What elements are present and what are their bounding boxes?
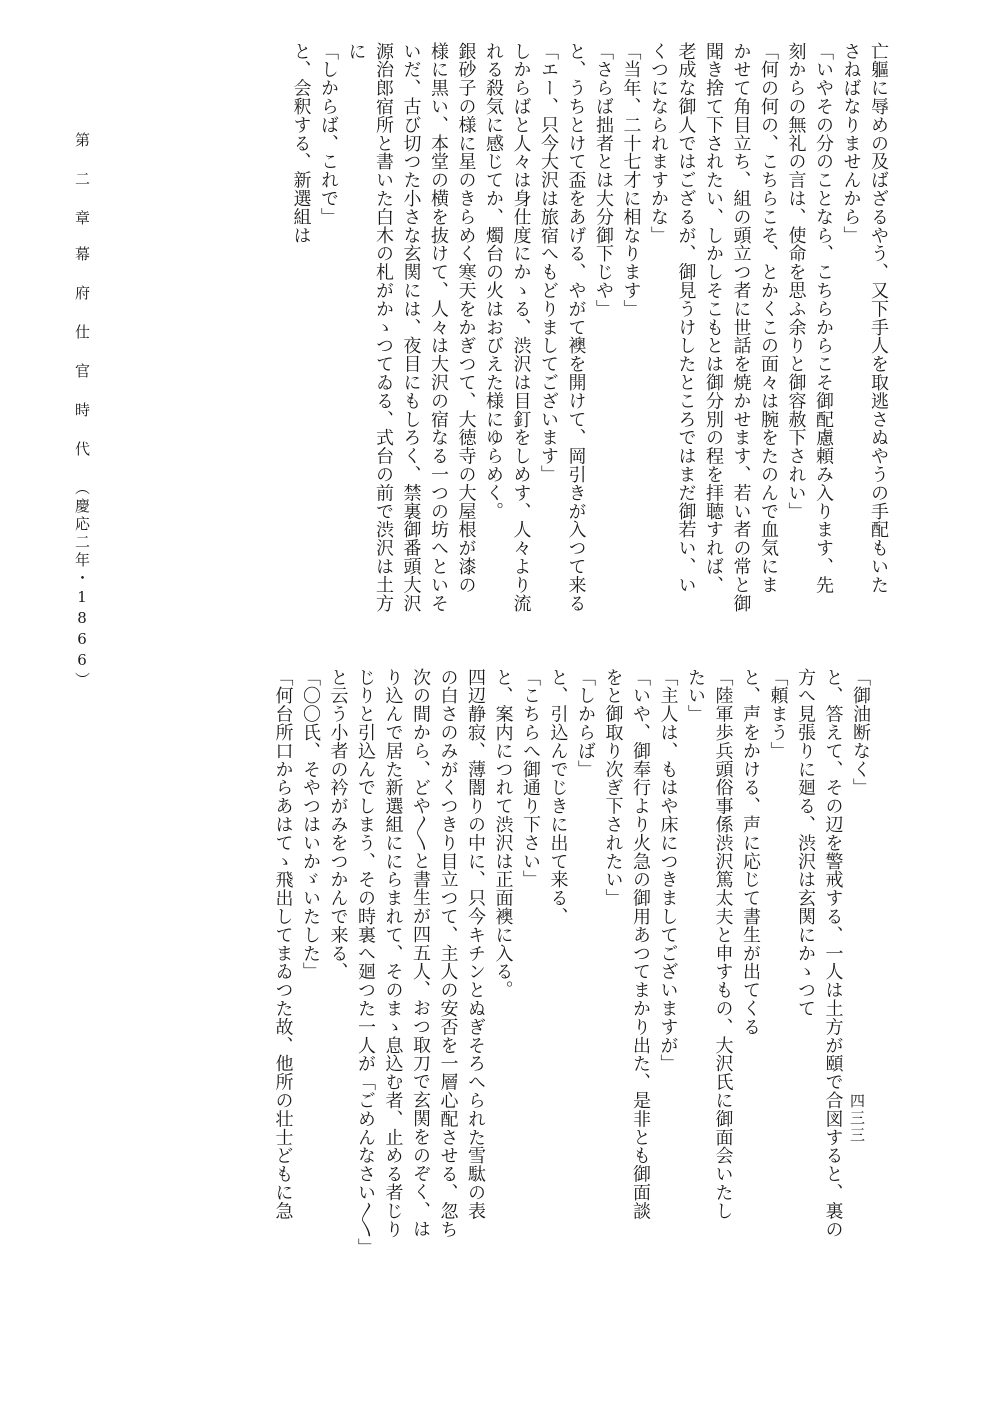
text-line: 「何台所口からあはてゝ飛出してまゐつた故、他所の壮士どもに急 bbox=[272, 668, 294, 1220]
text-line: 「エー、只今大沢は旅宿へもどりましてございます」 bbox=[538, 42, 559, 484]
text-line: 刻からの無礼の言は、使命を思ふ余りと御容赦下されい」 bbox=[785, 42, 807, 521]
text-line: 源治郎宿所と書いた白木の札がかゝつてゐる、式台の前で渋沢は土方 bbox=[373, 42, 394, 613]
text-line: 「主人は、もはや床につきましてございますが」 bbox=[657, 668, 679, 1073]
text-line: 「しからば」 bbox=[575, 668, 596, 779]
text-line: いだ、古び切つた小さな玄関には、夜目にもしろく、禁裏御番頭大沢 bbox=[400, 42, 422, 613]
text-line: と云う小者の衿がみをつかんで来る、 bbox=[327, 668, 349, 981]
text-line: くつになられますかな」 bbox=[648, 42, 669, 245]
text-line: 次の間から、どや〳〵と書生が四五人、おつ取刀で玄関をのぞく、は bbox=[410, 668, 431, 1238]
text-line: 「さらば拙者とは大分御下じや」 bbox=[593, 42, 614, 318]
text-line: 四辺静寂、薄闇りの中に、只今キチンとぬぎそろへられた雪駄の表 bbox=[465, 668, 486, 1220]
text-line: と、答えて、その辺を警戒する、一人は土方が頤で合図すると、裏の bbox=[822, 668, 844, 1239]
text-line: 「何の何の、こちらこそ、とかくこの面々は腕をたのんで血気にま bbox=[758, 42, 779, 594]
text-line: と、引込んでじきに出て来る、 bbox=[547, 668, 569, 926]
text-line: れる殺気に感じてか、燭台の火はおびえた様にゆらめく。 bbox=[483, 42, 504, 521]
lower-text-block bbox=[269, 668, 874, 1268]
text-line: 「いや、御奉行より火急の御用あつてまかり出た、是非とも御面談 bbox=[630, 668, 651, 1220]
text-line: 「当年、二十七才に相なります」 bbox=[620, 42, 642, 318]
text-line: 「いやその分のことなら、こちらからこそ御配慮頼み入ります、先 bbox=[813, 42, 834, 594]
text-line: 亡軀に辱めの及ばざるやう、又下手人を取逃さぬやうの手配もいた bbox=[868, 42, 889, 594]
text-line: と、案内につれて渋沢は正面襖に入る。 bbox=[492, 668, 514, 1000]
text-line: 聞き捨て下されたい、しかしそこもとは御分別の程を拝聴すれば、 bbox=[703, 42, 724, 594]
text-line: 「御油断なく」 bbox=[850, 668, 871, 797]
text-line: じりと引込んでしまう、その時裏へ廻つた一人が「ごめんなさい〳〵」 bbox=[355, 668, 376, 1257]
text-line: り込んで居た新選組ににらまれて、そのまゝ息込む者、止める者じり bbox=[382, 668, 404, 1239]
text-line: 「頼まう」 bbox=[767, 668, 789, 760]
text-line: 「こちらへ御通り下さい」 bbox=[520, 668, 541, 889]
page-number: 四三三 bbox=[848, 1093, 866, 1144]
text-line: 方へ見張りに廻る、渋沢は玄関にかゝつて bbox=[795, 668, 816, 1018]
running-header: 第 二 章 幕 府 仕 官 時 代 （慶応二年・1866） bbox=[73, 132, 91, 690]
text-line: の白さのみがくつきり目立つて、主人の安否を一層心配させる、忽ち bbox=[437, 668, 459, 1239]
text-line: 「〇〇氏、そやつはいかゞいたした」 bbox=[300, 668, 321, 981]
text-line: 銀砂子の様に星のきらめく寒天をかぎつて、大徳寺の大屋根が漆の bbox=[455, 42, 477, 594]
text-line: に bbox=[345, 42, 367, 61]
text-line: と、声をかける、声に応じて書生が出てくる bbox=[740, 668, 761, 1036]
text-line: をと御取り次ぎ下されたい」 bbox=[602, 668, 624, 908]
text-line: 様に黒い、本堂の横を抜けて、人々は大沢の宿なる一つの坊へといそ bbox=[428, 42, 449, 613]
upper-text-block bbox=[287, 42, 892, 622]
text-line: 老成な御人ではござるが、御見うけしたところではまだ御若い、い bbox=[675, 42, 697, 594]
text-line: と、会釈する、新選組は bbox=[290, 42, 312, 245]
text-line: さねばなりませんから」 bbox=[840, 42, 862, 245]
text-line: かせて角目立ち、組の頭立つ者に世話を焼かせます、若い者の常と御 bbox=[730, 42, 752, 613]
text-line: 「しからば、これで」 bbox=[318, 42, 339, 226]
text-line: と、うちとけて盃をあげる、やがて襖を開けて、岡引きが入つて来る bbox=[565, 42, 587, 613]
text-line: しからばと人々は身仕度にかゝる、渋沢は目釘をしめす、人々より流 bbox=[510, 42, 532, 613]
text-line: 「陸軍歩兵頭俗事係渋沢篤太夫と申すもの、大沢氏に御面会いたし bbox=[712, 668, 734, 1220]
text-line: たい」 bbox=[685, 668, 706, 724]
